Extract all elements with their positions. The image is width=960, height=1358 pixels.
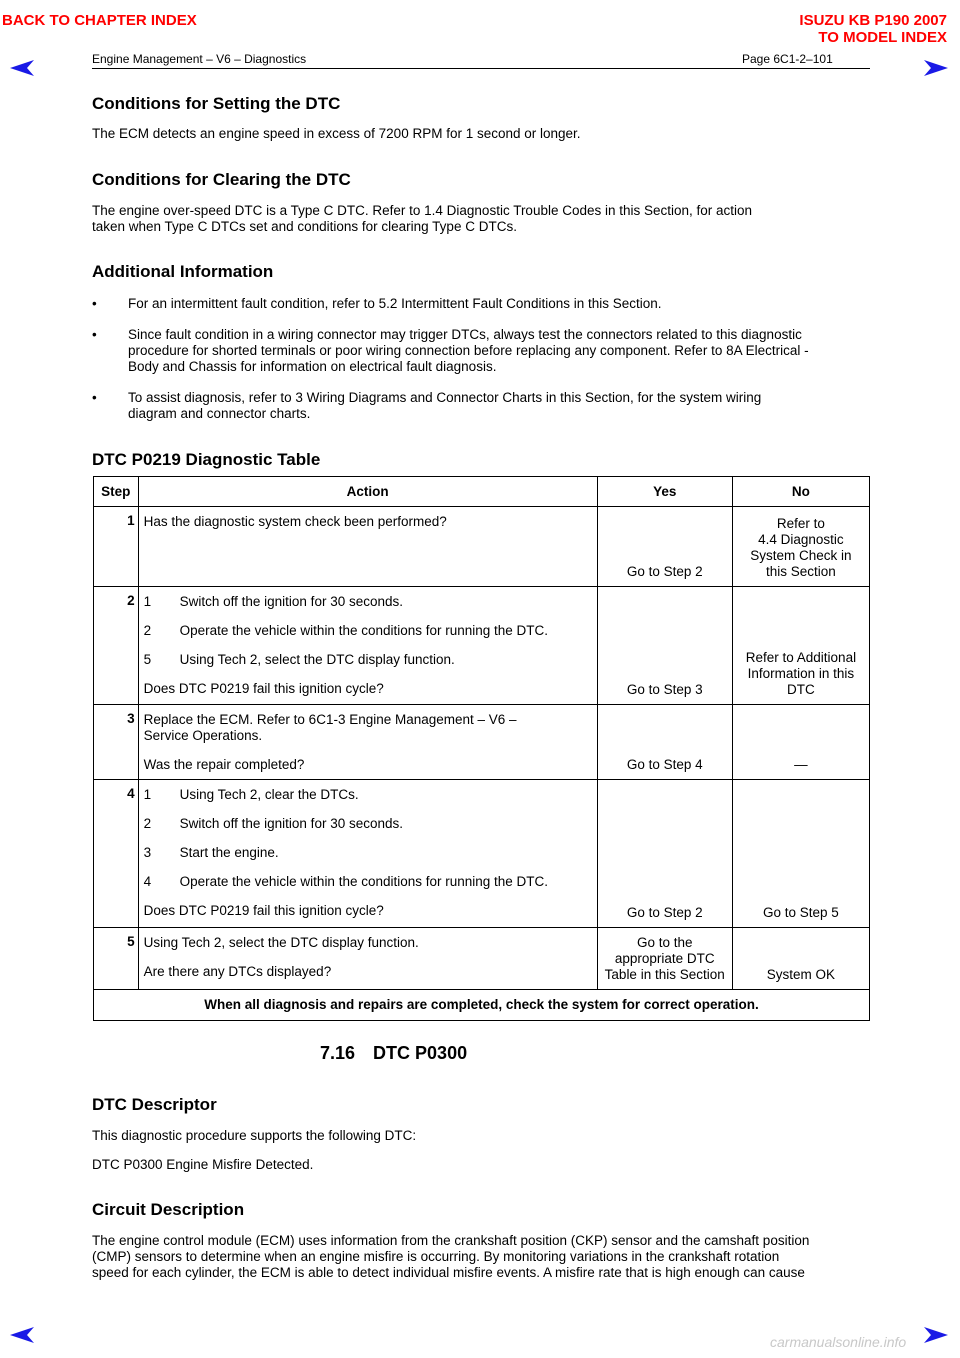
site-watermark: carmanualsonline.info (770, 1334, 907, 1350)
action-text: Using Tech 2, select the DTC display function. (179, 652, 455, 667)
table-row (94, 705, 870, 780)
column-header-no: No (732, 477, 869, 507)
column-header-action: Action (138, 477, 597, 507)
dtc-descriptor-heading: DTC Descriptor (92, 1095, 217, 1114)
bullet-text: procedure for shorted terminals or poor wiring connection before replacing any component. Refer to 8A Electrical - (128, 343, 809, 358)
action-text: Operate the vehicle within the conditions for running the DTC. (179, 623, 549, 638)
clearing-conditions-heading: Conditions for Clearing the DTC (92, 170, 351, 189)
action-step-number: 1 (143, 787, 152, 802)
section-title: DTC P0300 (373, 1043, 468, 1063)
yes-cell (597, 928, 732, 990)
action-cell (138, 507, 597, 587)
dtc-descriptor-text: This diagnostic procedure supports the following DTC: (92, 1128, 417, 1143)
step-number: 4 (94, 780, 139, 928)
action-line: Using Tech 2, select the DTC display function. (143, 935, 419, 950)
action-line (144, 816, 593, 832)
action-text: Start the engine. (179, 845, 279, 860)
section-number: 7.16 (320, 1043, 356, 1063)
action-cell (138, 587, 597, 705)
step-number: 5 (94, 928, 139, 990)
no-link-line[interactable]: Refer to Additional (745, 650, 857, 665)
action-line (144, 623, 593, 639)
yes-link-line[interactable]: Go to the (636, 935, 693, 950)
action-line (144, 712, 593, 744)
action-text: Operate the vehicle within the conditions for running the DTC. (179, 874, 549, 889)
yes-link[interactable]: Go to Step 2 (626, 905, 703, 920)
yes-cell (597, 705, 732, 780)
model-name-label[interactable]: ISUZU KB P190 2007 (799, 12, 947, 29)
yes-link-line[interactable]: Table in this Section (604, 967, 725, 982)
setting-conditions-text: The ECM detects an engine speed in excess of 7200 RPM for 1 second or longer. (92, 126, 581, 141)
no-cell (732, 507, 869, 587)
table-footer-note: When all diagnosis and repairs are completed, check the system for correct operation. (94, 990, 870, 1021)
no-cell (732, 587, 869, 705)
bullet-text: diagram and connector charts. (128, 406, 311, 421)
additional-info-heading: Additional Information (92, 262, 274, 281)
section-heading (320, 1043, 467, 1064)
diagnostic-table-title: DTC P0219 Diagnostic Table (92, 450, 321, 469)
action-question: Does DTC P0219 fail this ignition cycle? (143, 903, 384, 918)
bullet-text: Body and Chassis for information on electrical fault diagnosis. (128, 359, 497, 374)
action-text: Switch off the ignition for 30 seconds. (179, 816, 403, 831)
no-cell (732, 705, 869, 780)
no-link-line[interactable]: DTC (787, 682, 815, 697)
column-header-step: Step (94, 477, 139, 507)
bullet-marker: • (92, 390, 97, 405)
model-index-label[interactable]: TO MODEL INDEX (818, 29, 947, 46)
circuit-description-line: (CMP) sensors to determine when an engine misfire is occurring. By monitoring variations in the crankshaft rotation (92, 1249, 780, 1264)
next-page-arrow-icon[interactable] (922, 58, 950, 78)
action-line (144, 652, 593, 668)
step-number: 2 (94, 587, 139, 705)
column-header-yes: Yes (597, 477, 732, 507)
action-cell (138, 705, 597, 780)
no-link-line[interactable]: 4.4 Diagnostic (758, 532, 844, 547)
action-step-number: 4 (143, 874, 152, 889)
clearing-conditions-text-line2: taken when Type C DTCs set and conditions for clearing Type C DTCs. (92, 219, 517, 234)
prev-page-arrow-icon[interactable] (8, 1325, 36, 1345)
dtc-descriptor-code: DTC P0300 Engine Misfire Detected. (92, 1157, 314, 1172)
action-step-number: 3 (143, 845, 152, 860)
action-question: Does DTC P0219 fail this ignition cycle? (143, 681, 384, 696)
page-number: Page 6C1-2–101 (742, 52, 833, 66)
back-to-chapter-index-link[interactable]: BACK TO CHAPTER INDEX (2, 12, 197, 29)
bullet-text: For an intermittent fault condition, refer to 5.2 Intermittent Fault Conditions in this Section. (128, 296, 662, 311)
action-text: Service Operations. (143, 728, 263, 743)
step-number: 1 (94, 507, 139, 587)
step-number: 3 (94, 705, 139, 780)
circuit-description-heading: Circuit Description (92, 1200, 245, 1219)
yes-cell (597, 507, 732, 587)
table-row (94, 780, 870, 928)
action-text: Replace the ECM. Refer to 6C1-3 Engine Management – V6 – (143, 712, 517, 727)
no-link-line[interactable]: Refer to (776, 516, 825, 531)
table-row (94, 928, 870, 990)
action-line (144, 845, 593, 861)
yes-link-line[interactable]: appropriate DTC (614, 951, 715, 966)
bullet-text: To assist diagnosis, refer to 3 Wiring Diagrams and Connector Charts in this Section, for the system wiring (128, 390, 762, 405)
yes-link[interactable]: Go to Step 4 (626, 757, 703, 772)
no-cell (732, 780, 869, 928)
yes-link[interactable]: Go to Step 2 (626, 564, 703, 579)
action-cell (138, 780, 597, 928)
action-line: Has the diagnostic system check been performed? (143, 514, 447, 529)
diagnostic-table (93, 476, 870, 1021)
to-model-index-link[interactable] (799, 12, 947, 46)
no-value: — (794, 757, 808, 772)
action-line (144, 594, 593, 610)
header-title: Engine Management – V6 – Diagnostics (92, 52, 307, 66)
circuit-description-line: The engine control module (ECM) uses information from the crankshaft position (CKP) sensor and the camshaft position (92, 1233, 810, 1248)
action-text: Using Tech 2, clear the DTCs. (179, 787, 359, 802)
action-question: Was the repair completed? (143, 757, 305, 772)
action-cell (138, 928, 597, 990)
action-step-number: 5 (143, 652, 152, 667)
next-page-arrow-icon[interactable] (922, 1325, 950, 1345)
no-value: System OK (766, 967, 836, 982)
no-cell (732, 928, 869, 990)
action-line (144, 874, 593, 890)
yes-link[interactable]: Go to Step 3 (626, 682, 703, 697)
no-link-line[interactable]: Information in this (747, 666, 855, 681)
no-link[interactable]: Go to Step 5 (763, 905, 839, 920)
bullet-text: Since fault condition in a wiring connector may trigger DTCs, always test the connectors related to this diagnostic (128, 327, 802, 342)
table-row (94, 507, 870, 587)
table-row (94, 587, 870, 705)
setting-conditions-heading: Conditions for Setting the DTC (92, 94, 341, 113)
table-footer-row (94, 990, 870, 1021)
yes-cell (597, 780, 732, 928)
action-question: Are there any DTCs displayed? (143, 964, 332, 979)
no-link-line[interactable]: System Check in (750, 548, 852, 563)
clearing-conditions-text-line1: The engine over-speed DTC is a Type C DTC. Refer to 1.4 Diagnostic Trouble Codes in this Section, for action (92, 203, 753, 218)
no-link-line[interactable]: this Section (766, 564, 836, 579)
yes-cell (597, 587, 732, 705)
header-rule (92, 68, 870, 69)
action-step-number: 1 (143, 594, 152, 609)
action-line (144, 787, 593, 803)
action-text: Switch off the ignition for 30 seconds. (179, 594, 403, 609)
circuit-description-line: speed for each cylinder, the ECM is able to detect individual misfire events. A misfire rate that is high enough can cause (92, 1265, 805, 1280)
bullet-marker: • (92, 327, 97, 342)
table-header-row (94, 477, 870, 507)
prev-page-arrow-icon[interactable] (8, 58, 36, 78)
bullet-marker: • (92, 296, 97, 311)
action-step-number: 2 (143, 623, 152, 638)
action-step-number: 2 (143, 816, 152, 831)
